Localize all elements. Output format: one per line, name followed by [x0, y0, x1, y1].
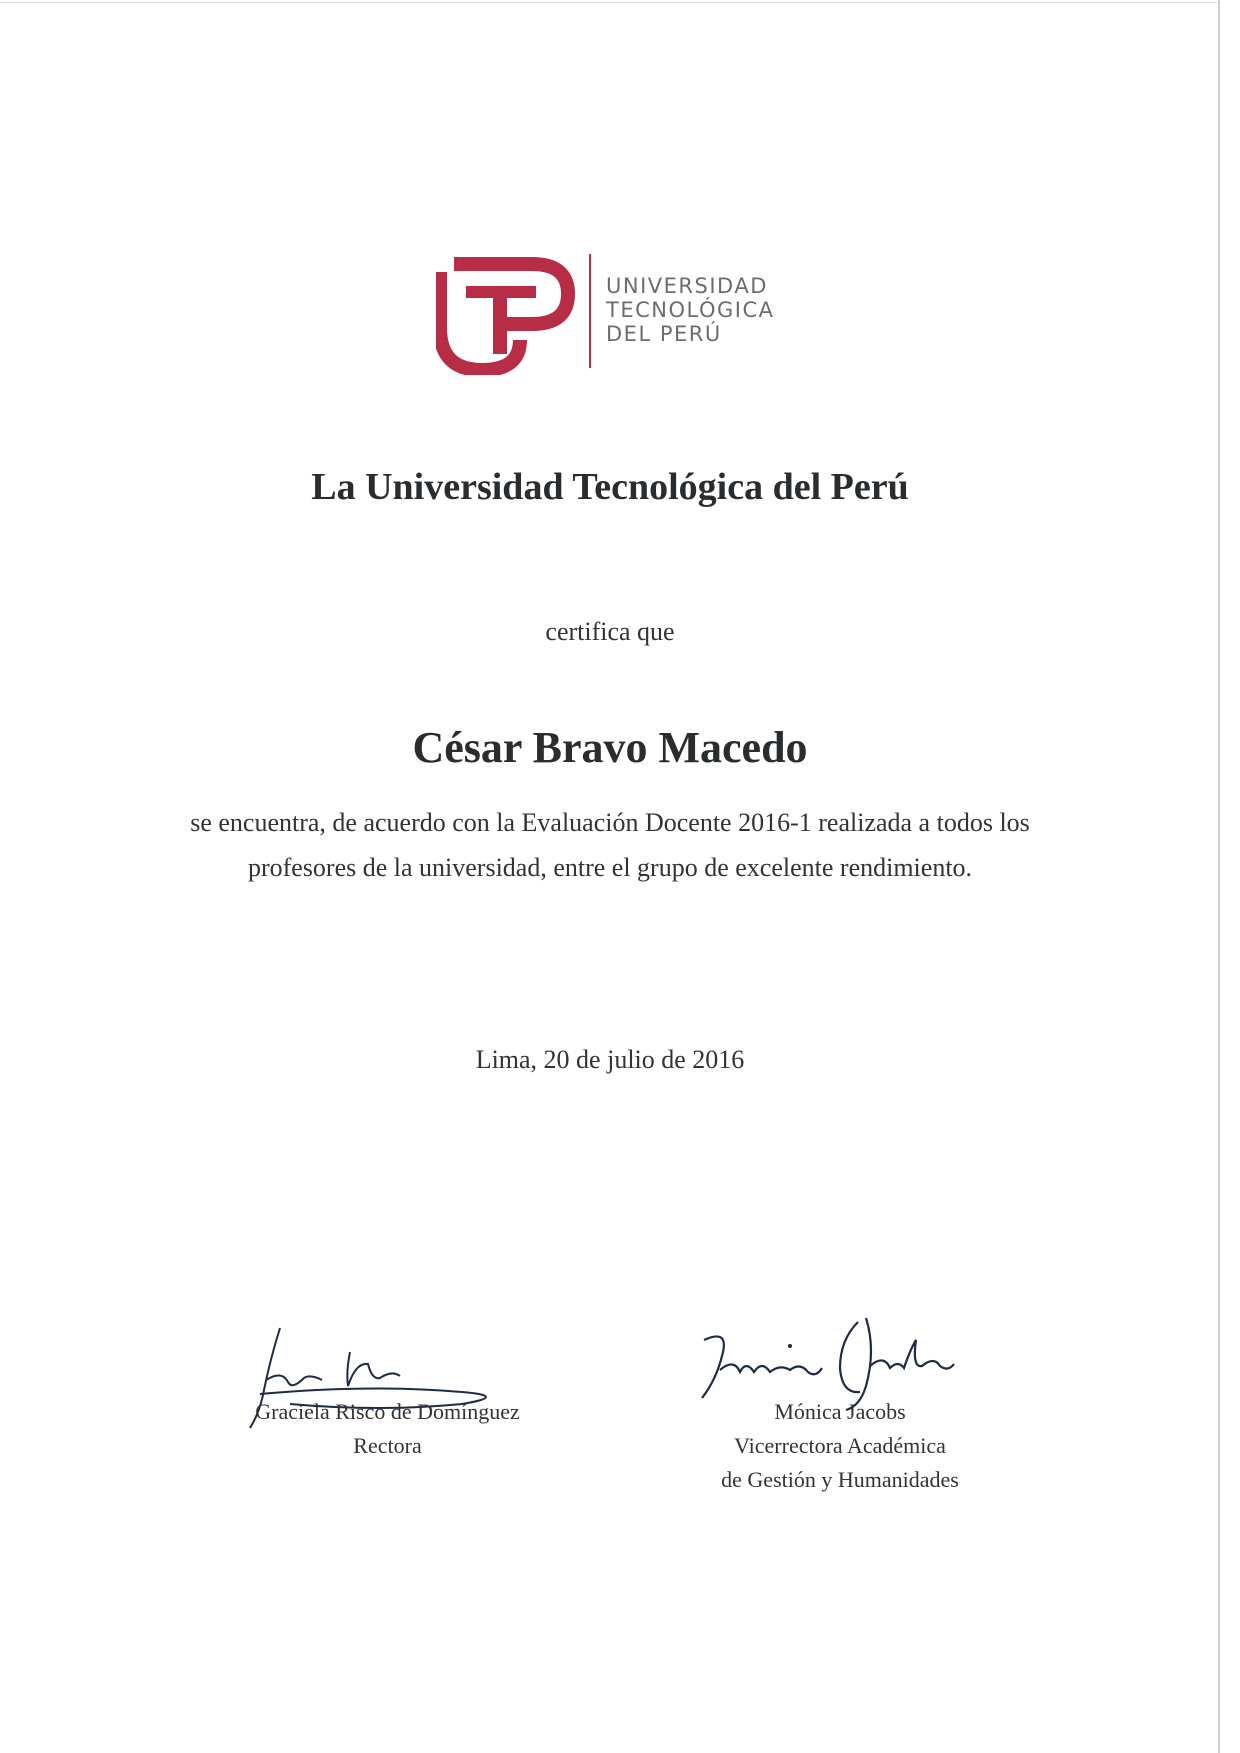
university-logo — [436, 250, 796, 375]
logo-crossbar — [466, 286, 536, 298]
logo-wordmark — [606, 274, 774, 346]
scan-edge-top — [0, 2, 1220, 3]
institution-heading: La Universidad Tecnológica del Perú — [311, 466, 909, 508]
signatory-title-line-2: de Gestión y Humanidades — [721, 1467, 959, 1492]
signatory-title-line-1: Vicerrectora Académica — [734, 1433, 946, 1458]
signatory-title: Rectora — [353, 1433, 422, 1458]
logo-p-stem — [493, 294, 507, 354]
certifies-text: certifica que — [545, 617, 675, 646]
utp-logo-mark — [436, 250, 576, 375]
scan-edge-right — [1218, 0, 1220, 1753]
signatory-vice-rector — [660, 1395, 1020, 1497]
logo-divider — [589, 254, 591, 368]
logo-line-3: DEL PERÚ — [606, 322, 722, 346]
signatory-rector — [200, 1395, 575, 1463]
logo-line-1: UNIVERSIDAD — [606, 274, 768, 298]
logo-line-2: TECNOLÓGICA — [606, 298, 775, 322]
certificate-statement: se encuentra, de acuerdo con la Evaluación Docente 2016-1 realizada a todos los profesores de la universidad, entre el grupo de excelente rendimiento. — [190, 808, 1030, 882]
recipient-name: César Bravo Macedo — [412, 723, 808, 772]
signatory-name: Mónica Jacobs — [774, 1399, 906, 1424]
signatory-name: Graciela Risco de Domínguez — [255, 1399, 520, 1424]
issue-date: Lima, 20 de julio de 2016 — [475, 1045, 745, 1074]
